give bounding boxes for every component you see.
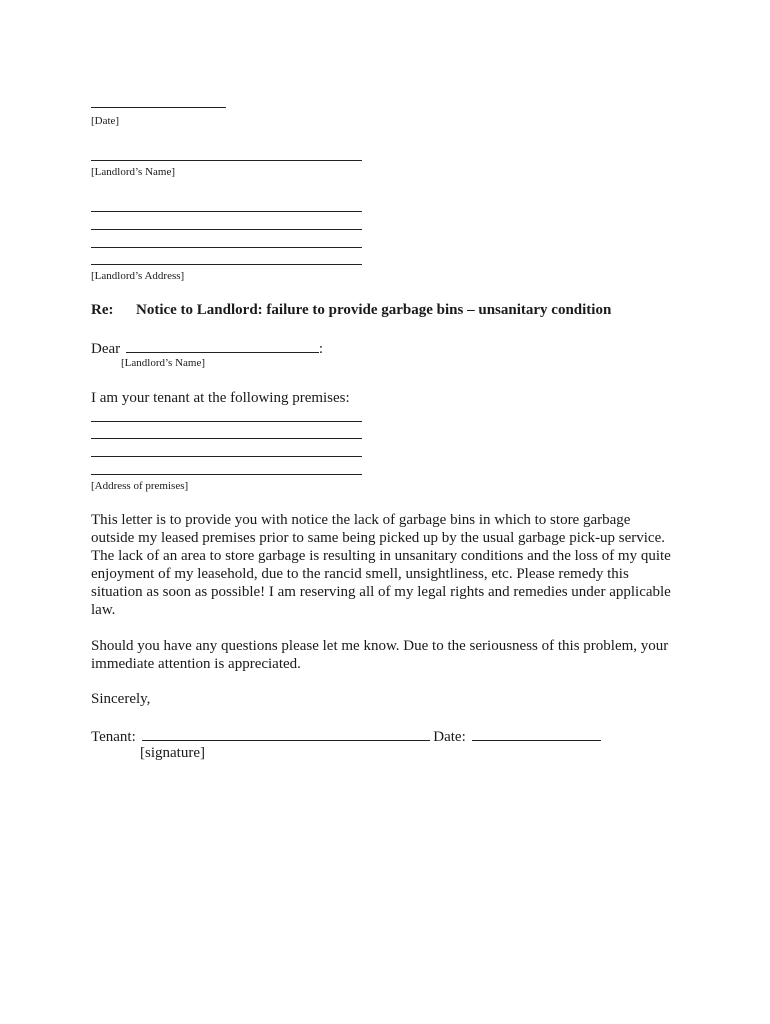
notice-paragraph-line: law. [91,602,116,618]
premises-address-line-3 [91,456,362,457]
notice-paragraph-line: The lack of an area to store garbage is resulting in unsanitary conditions and the loss of my quite [91,548,671,564]
landlord-address-line-3 [91,247,362,248]
re-label: Re: [91,302,114,318]
closing-date-blank [472,726,601,741]
notice-paragraph [91,511,691,619]
notice-paragraph-line: outside my leased premises prior to same being picked up by the usual garbage pick-up service. [91,530,665,546]
landlord-name-label: [Landlord’s Name] [91,166,175,178]
salutation-name-label: [Landlord’s Name] [121,357,205,369]
landlord-address-line-1 [91,211,362,212]
notice-paragraph-line: This letter is to provide you with notice the lack of garbage bins in which to store garbage [91,512,631,528]
landlord-address-label: [Landlord’s Address] [91,270,185,282]
tenant-label: Tenant: [91,729,136,745]
notice-paragraph-line: enjoyment of my leasehold, due to the rancid smell, unsightliness, etc. Please remedy this [91,566,629,582]
salutation-name-blank [126,338,319,353]
date-label: [Date] [91,115,120,127]
premises-address-line-2 [91,438,362,439]
signature-label: [signature] [140,745,205,761]
sincerely-text: Sincerely, [91,691,151,707]
tenant-signature-row [91,726,601,746]
premises-intro: I am your tenant at the following premises: [91,390,350,406]
date-blank-line [91,107,226,108]
subject-heading: Notice to Landlord: failure to provide garbage bins – unsanitary condition [136,302,612,318]
premises-address-line-4 [91,474,362,475]
dear-text: Dear [91,341,121,357]
closing-date-label: Date: [433,729,466,745]
premises-address-line-1 [91,421,362,422]
landlord-name-blank-line [91,160,362,161]
tenant-signature-blank [142,726,430,741]
questions-paragraph-line: immediate attention is appreciated. [91,656,301,672]
salutation-colon: : [318,341,324,357]
landlord-address-line-2 [91,229,362,230]
landlord-address-line-4 [91,264,362,265]
premises-address-label: [Address of premises] [91,480,189,492]
notice-paragraph-line: situation as soon as possible! I am reserving all of my legal rights and remedies under applicable [91,584,671,600]
questions-paragraph [91,637,691,673]
questions-paragraph-line: Should you have any questions please let me know. Due to the seriousness of this problem, your [91,638,669,654]
salutation [91,338,323,358]
